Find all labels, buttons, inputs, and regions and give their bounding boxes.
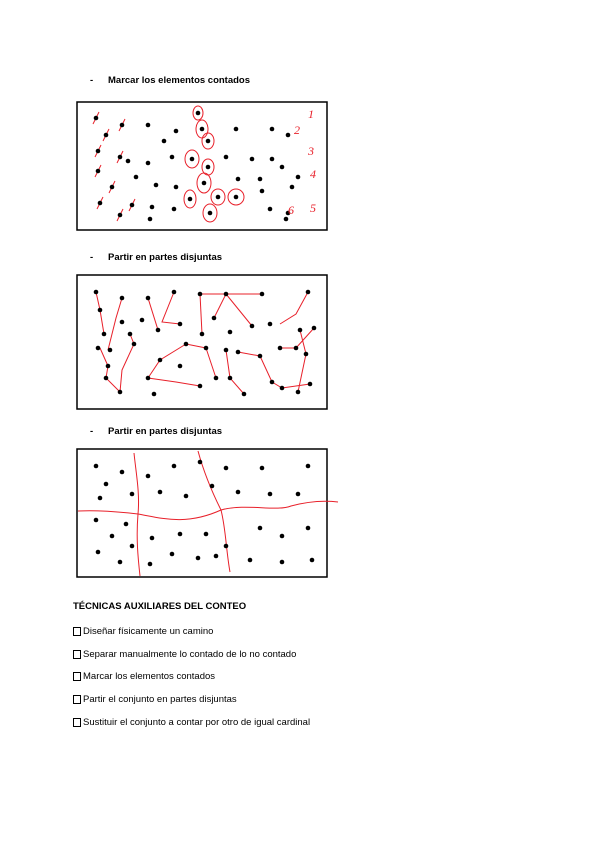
dot (296, 390, 301, 395)
dot (104, 376, 109, 381)
dot (146, 123, 151, 128)
dot (270, 380, 275, 385)
dot (184, 342, 189, 347)
dot (148, 217, 153, 222)
dot (284, 217, 289, 222)
dot (200, 332, 205, 337)
dot (224, 544, 229, 549)
dot (188, 197, 193, 202)
heading-text: Marcar los elementos contados (108, 75, 251, 86)
dot (268, 207, 273, 212)
dot (146, 474, 151, 479)
dot (170, 155, 175, 160)
dot (106, 364, 111, 369)
dot (224, 292, 229, 297)
heading-text: Partir en partes disjuntas (108, 426, 223, 437)
dot (96, 169, 101, 174)
dot (270, 127, 275, 132)
dot (162, 139, 167, 144)
dot (250, 157, 255, 162)
dot (298, 328, 303, 333)
dot (206, 139, 211, 144)
dot (94, 116, 99, 121)
dot (260, 189, 265, 194)
dot (236, 490, 241, 495)
count-number: 5 (310, 201, 316, 215)
dot (206, 165, 211, 170)
dot (156, 328, 161, 333)
list-item-label: Separar manualmente lo contado de lo no contado (83, 648, 297, 660)
dot (224, 155, 229, 160)
heading-text: Partir en partes disjuntas (108, 252, 223, 263)
dot (214, 554, 219, 559)
dot (102, 332, 107, 337)
figure-marked-elements (76, 101, 328, 231)
dot (280, 534, 285, 539)
dot (214, 376, 219, 381)
dot (174, 129, 179, 134)
dot (224, 466, 229, 471)
list-item (73, 621, 310, 644)
dot (310, 558, 315, 563)
dot (198, 384, 203, 389)
count-number: 2 (294, 123, 300, 137)
dot (134, 175, 139, 180)
dot (104, 482, 109, 487)
dot (196, 111, 201, 116)
dot (98, 496, 103, 501)
dot (132, 342, 137, 347)
heading-dash: - (90, 75, 94, 86)
dot (260, 292, 265, 297)
dot (216, 195, 221, 200)
count-number: 3 (308, 144, 314, 158)
dot (140, 318, 145, 323)
dot (94, 290, 99, 295)
dot (312, 326, 317, 331)
dot (296, 175, 301, 180)
dot (178, 364, 183, 369)
dot (174, 185, 179, 190)
technique-list (73, 621, 310, 735)
dot (130, 544, 135, 549)
heading-dash: - (90, 252, 94, 263)
list-item-label: Partir el conjunto en partes disjuntas (83, 694, 237, 706)
dot (154, 183, 159, 188)
dot (150, 205, 155, 210)
dot (268, 492, 273, 497)
dot (118, 390, 123, 395)
figure-disjoint-groups (76, 274, 328, 410)
dot (228, 330, 233, 335)
dot (296, 492, 301, 497)
dot (152, 392, 157, 397)
dot (248, 558, 253, 563)
dot (178, 322, 183, 327)
dot (172, 464, 177, 469)
dot (128, 332, 133, 337)
dot (210, 484, 215, 489)
checkbox-icon (73, 650, 81, 659)
dot (278, 346, 283, 351)
dot (130, 203, 135, 208)
checkbox-icon (73, 672, 81, 681)
dot (258, 526, 263, 531)
dot (172, 207, 177, 212)
dot (306, 526, 311, 531)
list-item (73, 689, 310, 712)
dot (94, 518, 99, 523)
dot (202, 181, 207, 186)
dot (118, 560, 123, 565)
heading-partir-1 (90, 252, 222, 263)
dot (260, 466, 265, 471)
dot (204, 532, 209, 537)
dot (120, 123, 125, 128)
dot (172, 290, 177, 295)
figure-partitioned-set (76, 448, 328, 578)
dot (306, 290, 311, 295)
dot (280, 560, 285, 565)
count-number: 6 (288, 203, 294, 217)
dot (118, 155, 123, 160)
dot (190, 157, 195, 162)
checkbox-icon (73, 695, 81, 704)
dot (110, 185, 115, 190)
heading-marcar (90, 75, 250, 86)
dot (146, 161, 151, 166)
dot (94, 464, 99, 469)
dot (198, 460, 203, 465)
dot (242, 392, 247, 397)
dot (280, 386, 285, 391)
dot (294, 346, 299, 351)
dot (258, 177, 263, 182)
count-number: 4 (310, 167, 316, 181)
dot (290, 185, 295, 190)
dot (150, 536, 155, 541)
dot (104, 133, 109, 138)
dot (286, 133, 291, 138)
heading-dash: - (90, 426, 94, 437)
dot (96, 550, 101, 555)
dot (120, 296, 125, 301)
dot (234, 127, 239, 132)
dot (236, 350, 241, 355)
dot (110, 534, 115, 539)
dot (304, 352, 309, 357)
dot (268, 322, 273, 327)
dot (224, 348, 229, 353)
section-title: TÉCNICAS AUXILIARES DEL CONTEO (73, 601, 247, 612)
dot (98, 201, 103, 206)
dot (208, 211, 213, 216)
list-item-label: Marcar los elementos contados (83, 671, 216, 683)
checkbox-icon (73, 627, 81, 636)
dot (98, 308, 103, 313)
dot (118, 213, 123, 218)
dot (308, 382, 313, 387)
dot (120, 320, 125, 325)
dot (108, 348, 113, 353)
list-item (73, 666, 310, 689)
dot (196, 556, 201, 561)
count-number: 1 (308, 107, 314, 121)
dot (184, 494, 189, 499)
dot (228, 376, 233, 381)
dot (270, 157, 275, 162)
dot (130, 492, 135, 497)
dot (234, 195, 239, 200)
dot (120, 470, 125, 475)
dot (148, 562, 153, 567)
checkbox-icon (73, 718, 81, 727)
dot (178, 532, 183, 537)
dot (96, 149, 101, 154)
dot (212, 316, 217, 321)
dot (204, 346, 209, 351)
dot (280, 165, 285, 170)
dot (96, 346, 101, 351)
dot (146, 376, 151, 381)
dot (198, 292, 203, 297)
dot (158, 490, 163, 495)
heading-partir-2 (90, 426, 222, 437)
dot (250, 324, 255, 329)
dot (200, 127, 205, 132)
dot (124, 522, 129, 527)
dot (170, 552, 175, 557)
list-item-label: Diseñar físicamente un camino (83, 626, 214, 637)
list-item-label: Sustituir el conjunto a contar por otro de igual cardinal (83, 716, 311, 728)
dot (146, 296, 151, 301)
dot (236, 177, 241, 182)
dot (306, 464, 311, 469)
list-item (73, 644, 310, 667)
dot (258, 354, 263, 359)
list-item (73, 712, 310, 735)
dot (126, 159, 131, 164)
dot (158, 358, 163, 363)
